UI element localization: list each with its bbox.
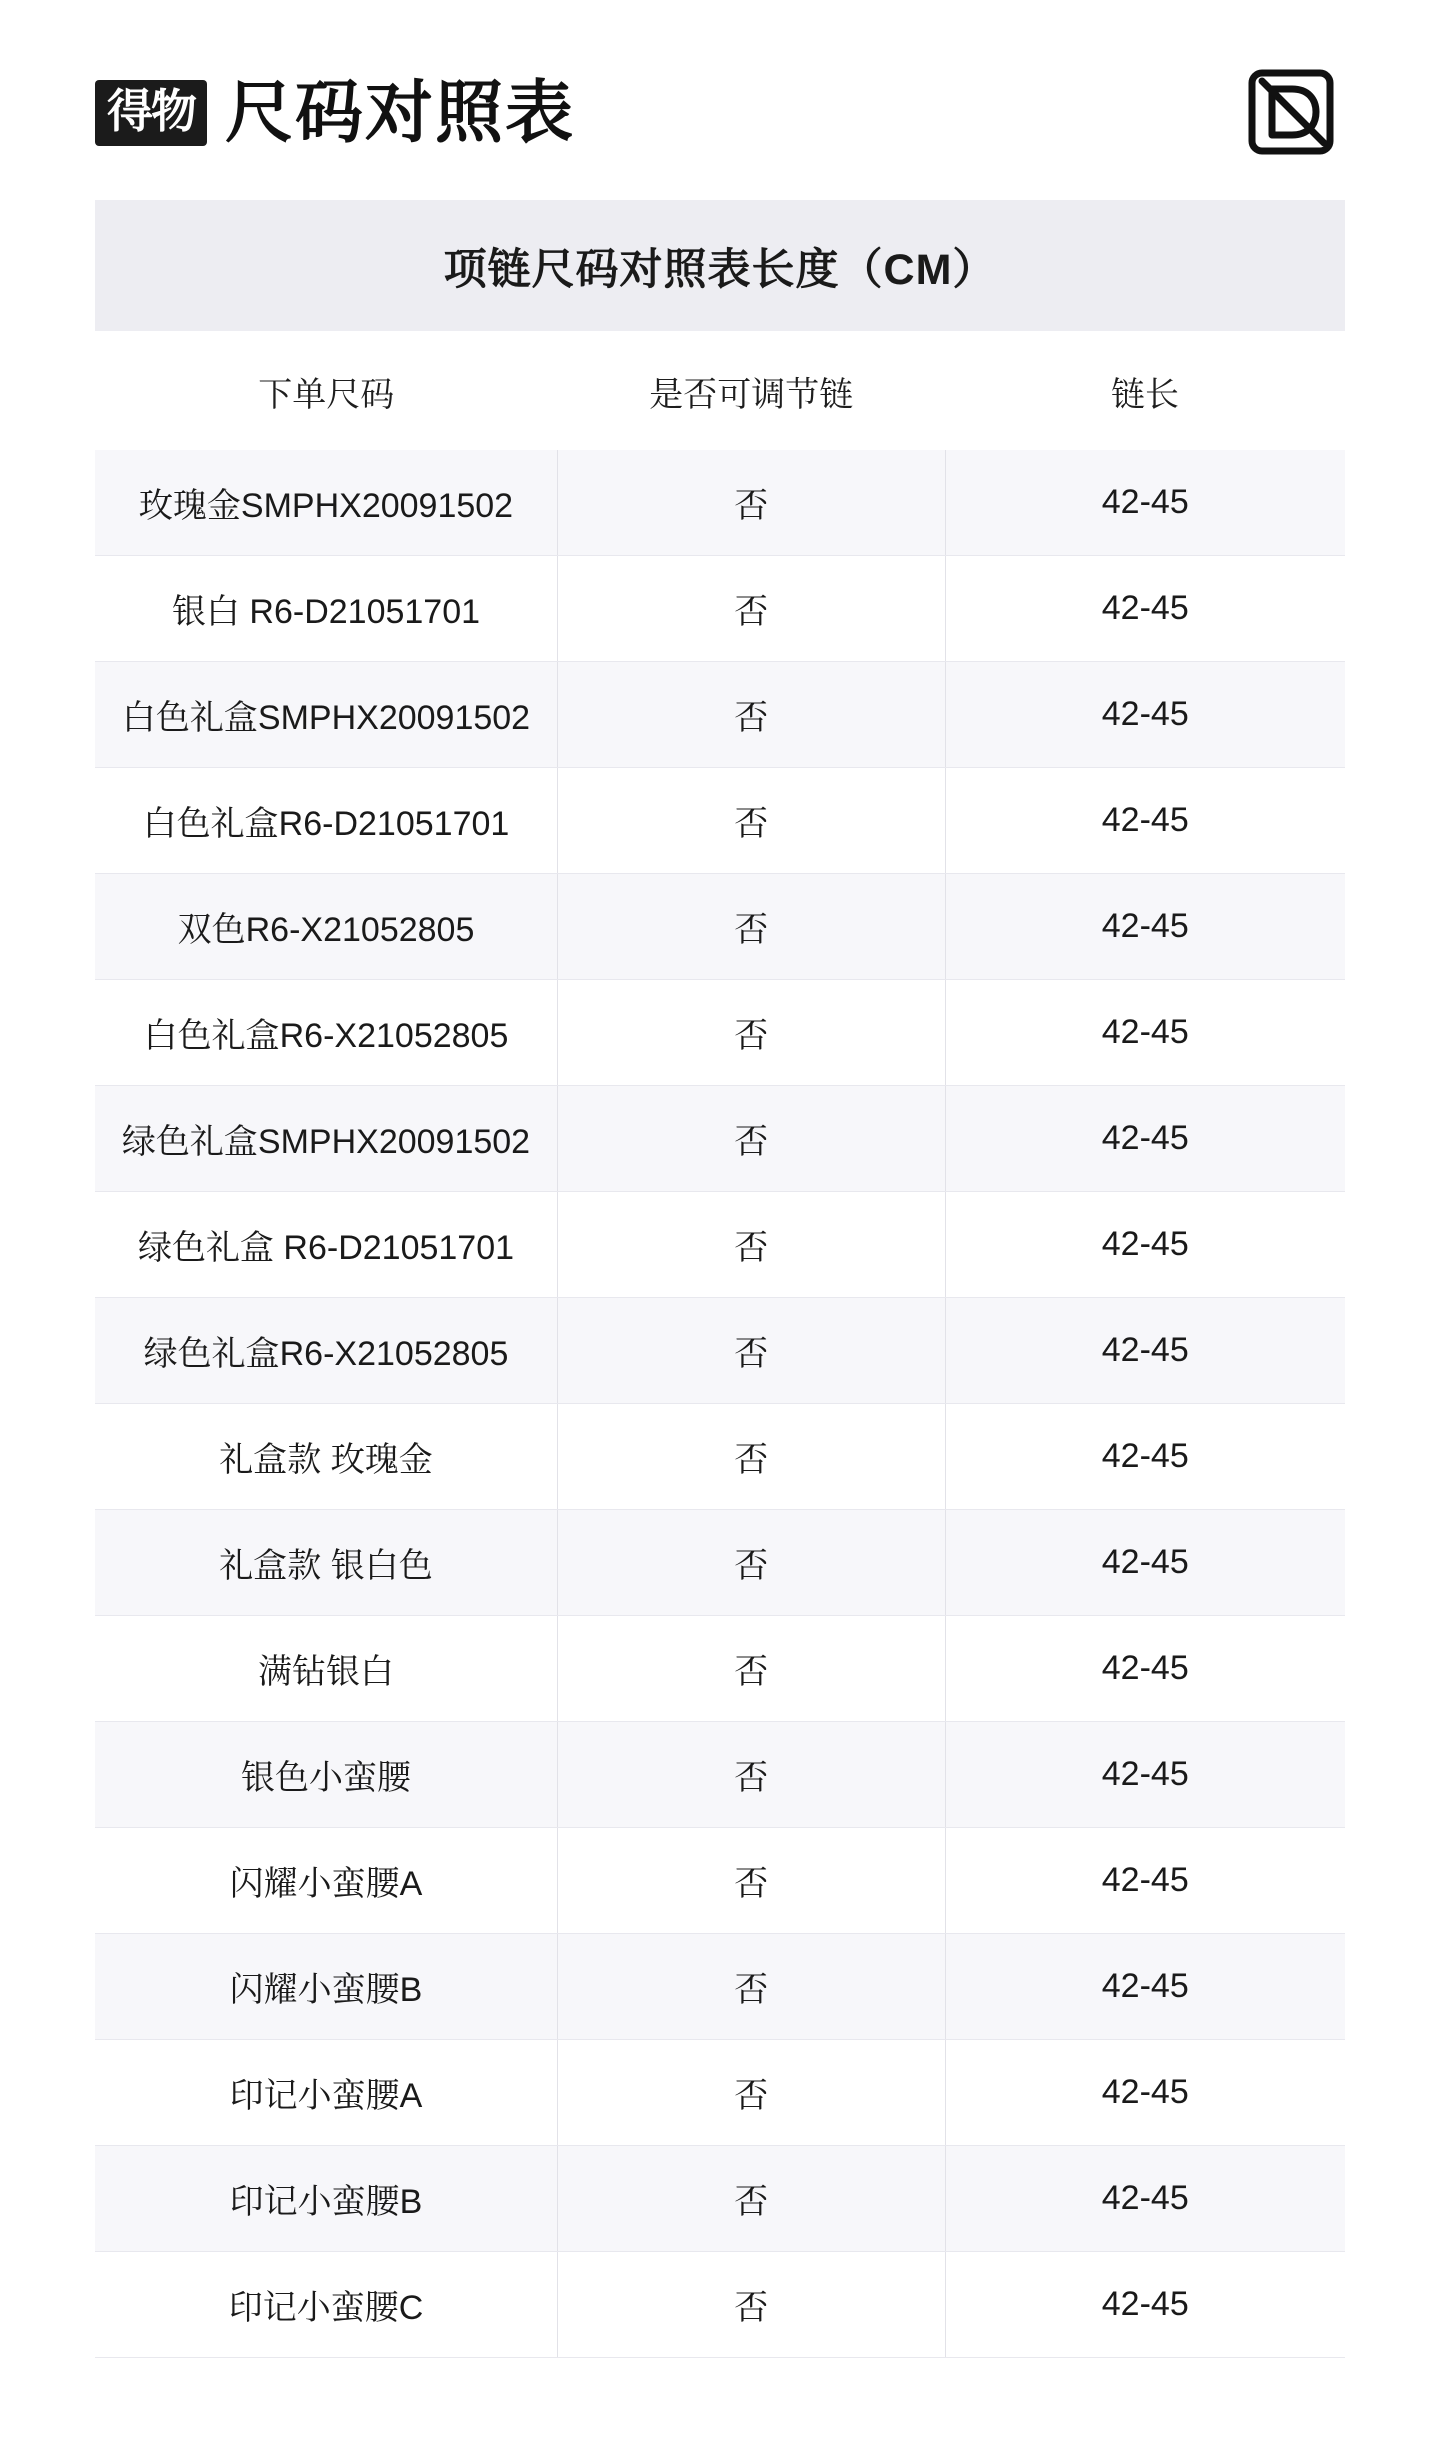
cell-adjustable: 否 (558, 874, 946, 980)
table-header (95, 331, 1345, 450)
cell-size: 闪耀小蛮腰A (95, 1828, 558, 1934)
table-row (95, 1192, 1345, 1298)
cell-size: 双色R6-X21052805 (95, 874, 558, 980)
table-row (95, 2252, 1345, 2358)
column-header-length: 链长 (945, 331, 1345, 450)
cell-size: 白色礼盒SMPHX20091502 (95, 662, 558, 768)
cell-length: 42-45 (945, 2040, 1345, 2146)
cell-adjustable: 否 (558, 1722, 946, 1828)
brand-badge: 得物 (95, 80, 207, 146)
cell-adjustable: 否 (558, 1404, 946, 1510)
table-row (95, 1616, 1345, 1722)
cell-length: 42-45 (945, 1404, 1345, 1510)
cell-size: 银色小蛮腰 (95, 1722, 558, 1828)
table-row (95, 768, 1345, 874)
header-left-group (95, 75, 576, 151)
cell-length: 42-45 (945, 980, 1345, 1086)
cell-adjustable: 否 (558, 662, 946, 768)
page-header (0, 0, 1440, 200)
cell-size: 绿色礼盒R6-X21052805 (95, 1298, 558, 1404)
cell-adjustable: 否 (558, 2146, 946, 2252)
cell-size: 印记小蛮腰A (95, 2040, 558, 2146)
cell-length: 42-45 (945, 1934, 1345, 2040)
cell-size: 闪耀小蛮腰B (95, 1934, 558, 2040)
cell-length: 42-45 (945, 1828, 1345, 1934)
cell-length: 42-45 (945, 1616, 1345, 1722)
size-table-block (95, 200, 1345, 2358)
cell-size: 礼盒款 玫瑰金 (95, 1404, 558, 1510)
cell-size: 白色礼盒R6-D21051701 (95, 768, 558, 874)
table-row (95, 980, 1345, 1086)
cell-adjustable: 否 (558, 1086, 946, 1192)
cell-adjustable: 否 (558, 1298, 946, 1404)
table-title: 项链尺码对照表长度（CM） (95, 200, 1345, 331)
table-row (95, 556, 1345, 662)
cell-adjustable: 否 (558, 1192, 946, 1298)
cell-size: 玫瑰金SMPHX20091502 (95, 450, 558, 556)
cell-size: 礼盒款 银白色 (95, 1510, 558, 1616)
cell-size: 满钻银白 (95, 1616, 558, 1722)
cell-length: 42-45 (945, 662, 1345, 768)
cell-adjustable: 否 (558, 1934, 946, 2040)
cell-adjustable: 否 (558, 556, 946, 662)
cell-adjustable: 否 (558, 2040, 946, 2146)
column-header-adjustable: 是否可调节链 (558, 331, 946, 450)
table-row (95, 1934, 1345, 2040)
cell-adjustable: 否 (558, 980, 946, 1086)
cell-length: 42-45 (945, 768, 1345, 874)
cell-length: 42-45 (945, 556, 1345, 662)
table-row (95, 450, 1345, 556)
cell-length: 42-45 (945, 1086, 1345, 1192)
cell-length: 42-45 (945, 450, 1345, 556)
cell-size: 白色礼盒R6-X21052805 (95, 980, 558, 1086)
cell-adjustable: 否 (558, 1510, 946, 1616)
table-header-row (95, 331, 1345, 450)
table-row (95, 1828, 1345, 1934)
size-table (95, 331, 1345, 2358)
table-row (95, 1404, 1345, 1510)
cell-adjustable: 否 (558, 1828, 946, 1934)
cell-length: 42-45 (945, 2252, 1345, 2358)
cell-size: 印记小蛮腰C (95, 2252, 558, 2358)
cell-length: 42-45 (945, 1722, 1345, 1828)
cell-size: 绿色礼盒SMPHX20091502 (95, 1086, 558, 1192)
cell-length: 42-45 (945, 1192, 1345, 1298)
cell-size: 印记小蛮腰B (95, 2146, 558, 2252)
cell-length: 42-45 (945, 1298, 1345, 1404)
cell-adjustable: 否 (558, 450, 946, 556)
cell-size: 银白 R6-D21051701 (95, 556, 558, 662)
cell-length: 42-45 (945, 2146, 1345, 2252)
table-body (95, 450, 1345, 2358)
cell-adjustable: 否 (558, 1616, 946, 1722)
table-row (95, 1086, 1345, 1192)
cell-size: 绿色礼盒 R6-D21051701 (95, 1192, 558, 1298)
column-header-size: 下单尺码 (95, 331, 558, 450)
dewu-monogram-logo-icon (1230, 65, 1350, 161)
cell-length: 42-45 (945, 874, 1345, 980)
table-row (95, 662, 1345, 768)
table-row (95, 2040, 1345, 2146)
table-row (95, 874, 1345, 980)
table-row (95, 1510, 1345, 1616)
table-row (95, 1298, 1345, 1404)
cell-adjustable: 否 (558, 768, 946, 874)
cell-length: 42-45 (945, 1510, 1345, 1616)
table-row (95, 2146, 1345, 2252)
cell-adjustable: 否 (558, 2252, 946, 2358)
page-title: 尺码对照表 (225, 75, 576, 151)
table-row (95, 1722, 1345, 1828)
